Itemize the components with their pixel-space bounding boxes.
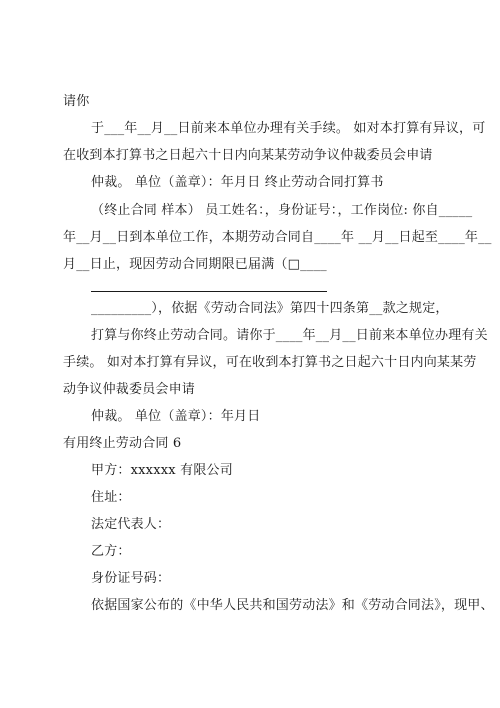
text-line: 月__日止，现因劳动合同期限已届满（□____ xyxy=(63,257,327,272)
text-line: 手续。 如对本打算有异议，可在收到本打算书之日起六十日内向某某劳 xyxy=(63,355,477,370)
text-line: 乙方： xyxy=(91,544,131,559)
section-heading: 有用终止劳动合同 6 xyxy=(63,436,182,451)
text-line: 请你 xyxy=(63,94,90,109)
text-line: 在收到本打算书之日起六十日内向某某劳动争议仲裁委员会申请 xyxy=(63,148,433,163)
text-line: 甲方：xxxxxx 有限公司 xyxy=(91,463,233,478)
text-line: 住址： xyxy=(91,490,131,505)
text-line: 仲裁。 单位（盖章）：年月日 终止劳动合同打算书 xyxy=(91,175,384,190)
text-line: 于___年__月__日前来本单位办理有关手续。 如对本打算有异议，可 xyxy=(91,121,486,136)
text-line: 法定代表人： xyxy=(91,517,171,532)
blank-rule xyxy=(91,291,327,292)
text-line: （终止合同 样本） 员工姓名：，身份证号：，工作岗位: 你自_____ xyxy=(91,203,473,218)
text-line: _________），依据《劳动合同法》第四十四条第__款之规定， xyxy=(91,301,449,316)
text-line: 动争议仲裁委员会申请 xyxy=(63,382,196,397)
text-line: 仲裁。 单位（盖章）：年月日 xyxy=(91,409,261,424)
text-line: 依据国家公布的《中华人民共和国劳动法》和《劳动合同法》，现甲、 xyxy=(91,598,494,613)
text-line: 打算与你终止劳动合同。请你于____年__月__日前来本单位办理有关 xyxy=(91,328,488,343)
text-line: 身份证号码： xyxy=(91,571,171,586)
text-line: 年__月__日到本单位工作，本期劳动合同自____年 __月__日起至____年__ xyxy=(63,230,492,245)
